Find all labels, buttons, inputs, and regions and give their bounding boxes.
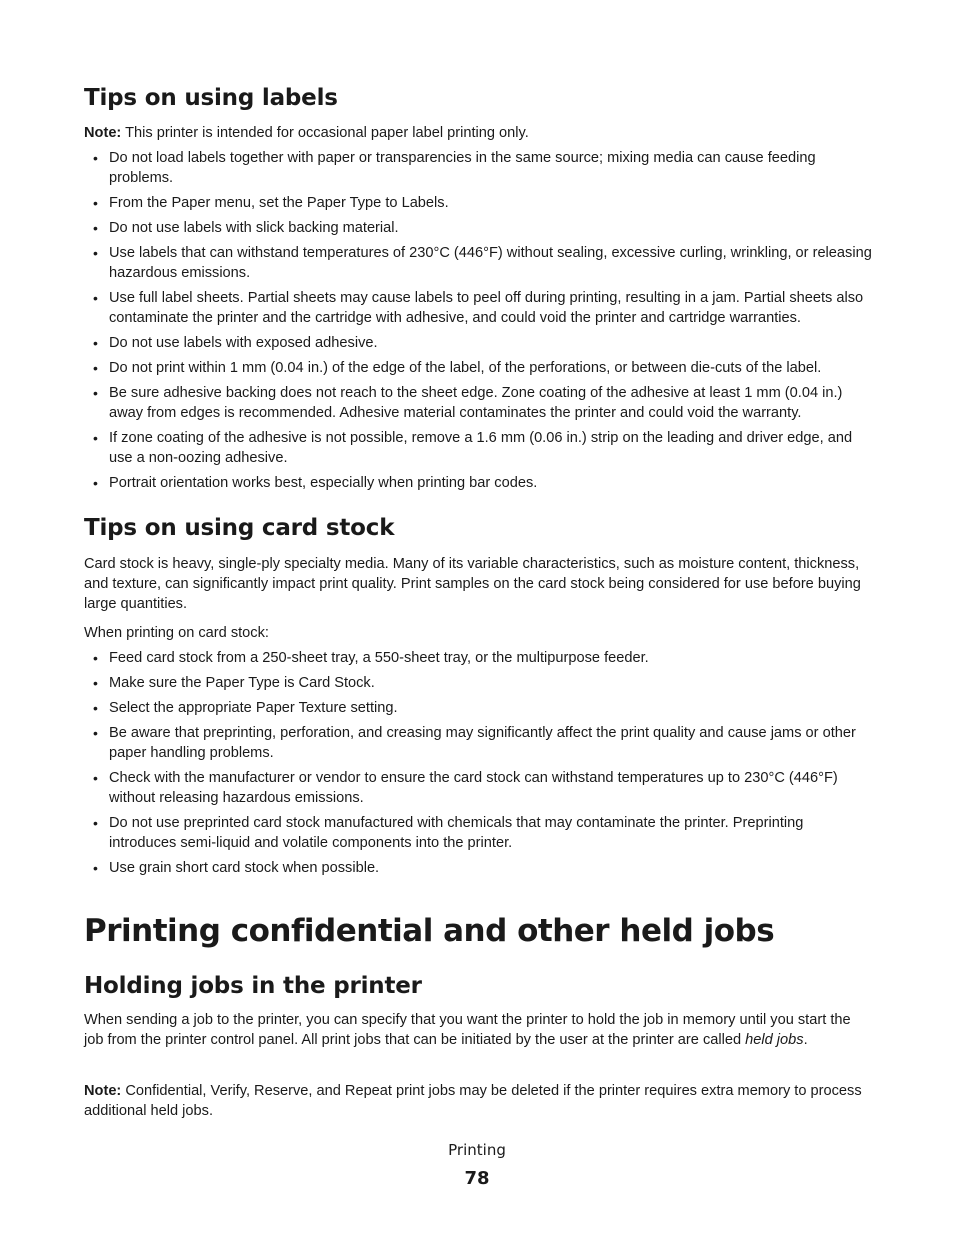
list-item: • Select the appropriate Paper Texture setting.: [93, 700, 398, 716]
list-item: • Use full label sheets. Partial sheets may cause labels to peel off during printing, resulting in a jam. Partial sheets also contaminate the printer and the cartridge with adhesive, and could void the printer and cartridge warranties.: [93, 290, 864, 326]
list-item: • Be sure adhesive backing does not reach to the sheet edge. Zone coating of the adhesive at least 1 mm (0.04 in.) away from edges is recommended. Adhesive material contaminates the printer and could void the warranty.: [93, 385, 843, 421]
bullet-icon: •: [93, 725, 98, 741]
holding-jobs-paragraph: When sending a job to the printer, you can specify that you want the printer to hold the job in memory until you start the job from the printer control panel. All print jobs that can be initiated by the user at the printer are called held jobs.: [84, 1012, 851, 1048]
list-item: • Do not print within 1 mm (0.04 in.) of the edge of the label, of the perforations, or between die-cuts of the label.: [93, 360, 822, 376]
footer-section-name: Printing: [448, 1141, 506, 1159]
held-jobs-note: [84, 1081, 874, 1121]
list-item: • Check with the manufacturer or vendor to ensure the card stock can withstand temperatures up to 230°C (446°F) without releasing hazardous emissions.: [93, 770, 838, 806]
bullet-icon: •: [93, 700, 98, 716]
labels-note: [84, 123, 874, 143]
bullet-icon: •: [93, 475, 98, 491]
bullet-icon: •: [93, 385, 98, 401]
bullet-icon: •: [93, 675, 98, 691]
bullet-icon: •: [93, 150, 98, 166]
bullet-icon: •: [93, 430, 98, 446]
bullet-icon: •: [93, 290, 98, 306]
cardstock-bullet-list: [84, 648, 874, 883]
list-item: • Be aware that preprinting, perforation, and creasing may significantly affect the print quality and cause jams or other paper handling problems.: [93, 725, 856, 761]
bullet-icon: •: [93, 195, 98, 211]
labels-heading: Tips on using labels: [84, 85, 338, 111]
list-item: • Do not use labels with exposed adhesive.: [93, 335, 378, 351]
held-jobs-title: Printing confidential and other held jobs: [84, 913, 775, 949]
bullet-icon: •: [93, 245, 98, 261]
cardstock-heading: Tips on using card stock: [84, 515, 395, 541]
list-item: • From the Paper menu, set the Paper Type to Labels.: [93, 195, 449, 211]
list-item: • Do not use labels with slick backing material.: [93, 220, 399, 236]
note-text: Confidential, Verify, Reserve, and Repeat print jobs may be deleted if the printer requires extra memory to process additional held jobs.: [84, 1083, 862, 1119]
cardstock-lead: When printing on card stock:: [84, 625, 269, 641]
held-jobs-term: held jobs: [745, 1032, 804, 1048]
labels-bullet-list: [84, 148, 874, 498]
holding-jobs-heading: Holding jobs in the printer: [84, 973, 422, 999]
list-item: • Portrait orientation works best, especially when printing bar codes.: [93, 475, 538, 491]
note-label: Note:: [84, 1083, 122, 1099]
note-label: Note:: [84, 125, 122, 141]
list-item: • Do not load labels together with paper or transparencies in the same source; mixing media can cause feeding problems.: [93, 150, 816, 186]
list-item: • Do not use preprinted card stock manufactured with chemicals that may contaminate the printer. Preprinting introduces semi-liquid and volatile components into the printer.: [93, 815, 804, 851]
bullet-icon: •: [93, 335, 98, 351]
note-text: This printer is intended for occasional paper label printing only.: [121, 125, 529, 141]
bullet-icon: •: [93, 815, 98, 831]
bullet-icon: •: [93, 650, 98, 666]
list-item: • Use grain short card stock when possible.: [93, 860, 380, 876]
list-item: • Make sure the Paper Type is Card Stock.: [93, 675, 375, 691]
page-number: 78: [464, 1168, 490, 1189]
list-item: • Feed card stock from a 250-sheet tray, a 550-sheet tray, or the multipurpose feeder.: [93, 650, 649, 666]
bullet-icon: •: [93, 770, 98, 786]
cardstock-intro: Card stock is heavy, single-ply specialty media. Many of its variable characteristics, such as moisture content, thickness, and texture, can significantly impact print quality. Print samples on the card stock being considered for use before buying large quantities.: [84, 556, 861, 612]
bullet-icon: •: [93, 220, 98, 236]
list-item: • If zone coating of the adhesive is not possible, remove a 1.6 mm (0.06 in.) strip on the leading and driver edge, and use a non-oozing adhesive.: [93, 430, 853, 466]
bullet-icon: •: [93, 360, 98, 376]
list-item: • Use labels that can withstand temperatures of 230°C (446°F) without sealing, excessive curling, wrinkling, or releasing hazardous emissions.: [93, 245, 872, 281]
bullet-icon: •: [93, 860, 98, 876]
